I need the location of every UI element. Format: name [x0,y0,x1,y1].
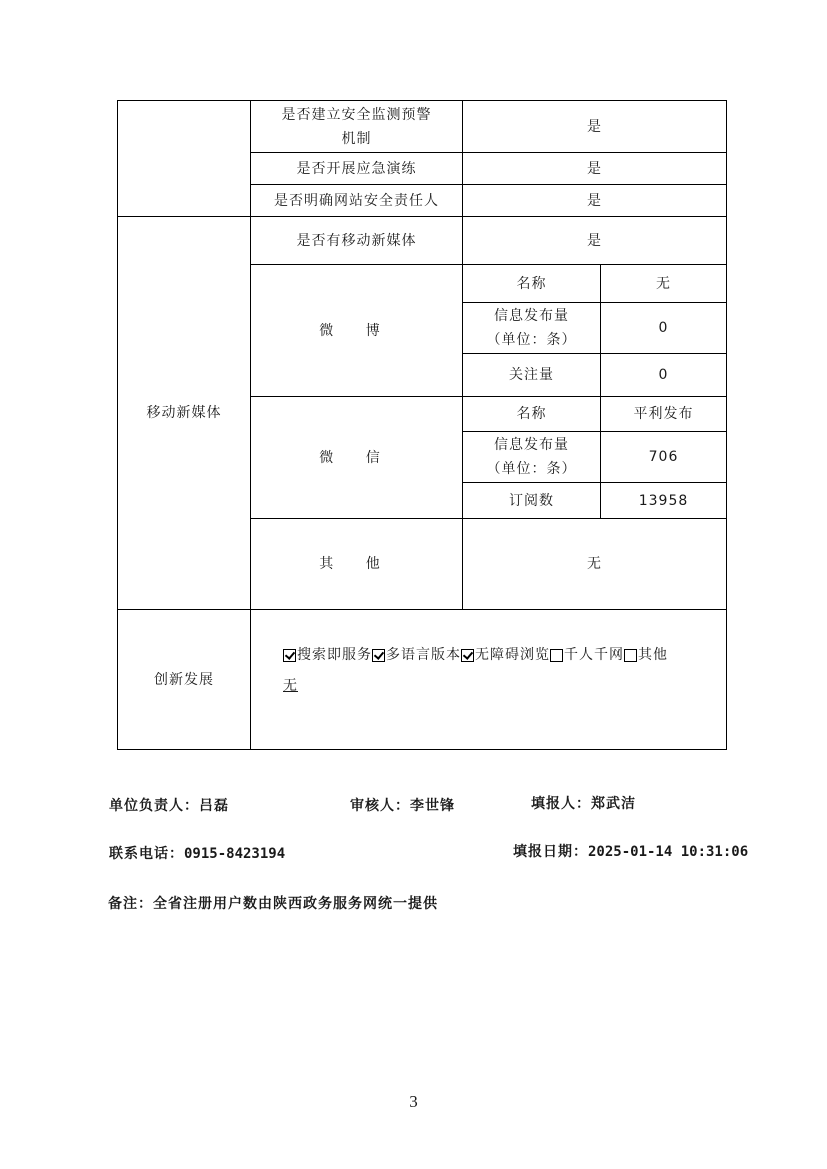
security-officer-label: 是否明确网站安全责任人 [251,185,463,217]
weibo-name-label: 名称 [463,265,601,303]
option-personalized[interactable]: 千人千网 [550,641,624,669]
phone-value: 0915-8423194 [184,846,286,862]
security-officer-value: 是 [463,185,727,217]
weibo-followers-value: 0 [601,354,727,397]
wechat-subscribers-value: 13958 [601,483,727,519]
reviewer-label: 审核人： [350,798,410,814]
option-multi-language[interactable]: 多语言版本 [372,641,461,669]
wechat-subscribers-label: 订阅数 [463,483,601,519]
phone-label: 联系电话： [109,846,184,862]
note: 备注：全省注册用户数由陕西政务服务网统一提供 [108,896,438,912]
table-row [118,217,727,265]
filler-name: 郑武洁 [591,796,636,812]
wechat-name-value: 平利发布 [601,397,727,432]
phone-line [109,843,285,863]
wechat-posts-value: 706 [601,432,727,483]
security-monitoring-label: 是否建立安全监测预警机制 [251,101,463,153]
has-media-label: 是否有移动新媒体 [251,217,463,265]
weibo-posts-label: 信息发布量（单位：条） [463,303,601,354]
page-number: 3 [409,1092,418,1111]
other-media-value: 无 [463,519,727,610]
reviewer-line [350,795,455,815]
filler-label: 填报人： [531,796,591,812]
security-section-cell [118,101,251,217]
option-search-as-service[interactable]: 搜索即服务 [283,641,372,669]
table-row [118,610,727,750]
table-row [118,101,727,153]
reviewer-name: 李世锋 [410,798,455,814]
emergency-drill-label: 是否开展应急演练 [251,153,463,185]
weibo-name-value: 无 [601,265,727,303]
wechat-name-label: 名称 [463,397,601,432]
wechat-posts-label: 信息发布量（单位：条） [463,432,601,483]
checkbox-icon[interactable] [624,649,637,662]
date-line [513,841,748,861]
checkbox-icon[interactable] [550,649,563,662]
mobile-media-section-label: 移动新媒体 [118,217,251,610]
option-other[interactable]: 其他 [624,641,668,669]
innovation-other-text: 无 [283,677,298,694]
weibo-posts-value: 0 [601,303,727,354]
checkbox-icon[interactable] [461,649,474,662]
report-table [117,100,727,750]
checkbox-icon[interactable] [283,649,296,662]
emergency-drill-value: 是 [463,153,727,185]
leader-name: 吕磊 [199,798,229,814]
has-media-value: 是 [463,217,727,265]
weibo-followers-label: 关注量 [463,354,601,397]
option-accessibility[interactable]: 无障碍浏览 [461,641,550,669]
innovation-options-cell [251,610,727,750]
innovation-section-label: 创新发展 [118,610,251,750]
leader-line [109,795,229,815]
weibo-label: 微 博 [251,265,463,397]
other-media-label: 其 他 [251,519,463,610]
filler-line [531,793,636,813]
security-monitoring-value: 是 [463,101,727,153]
date-value: 2025-01-14 10:31:06 [588,844,749,860]
date-label: 填报日期： [513,844,588,860]
leader-label: 单位负责人： [109,798,199,814]
innovation-options [283,641,716,672]
wechat-label: 微 信 [251,397,463,519]
checkbox-icon[interactable] [372,649,385,662]
